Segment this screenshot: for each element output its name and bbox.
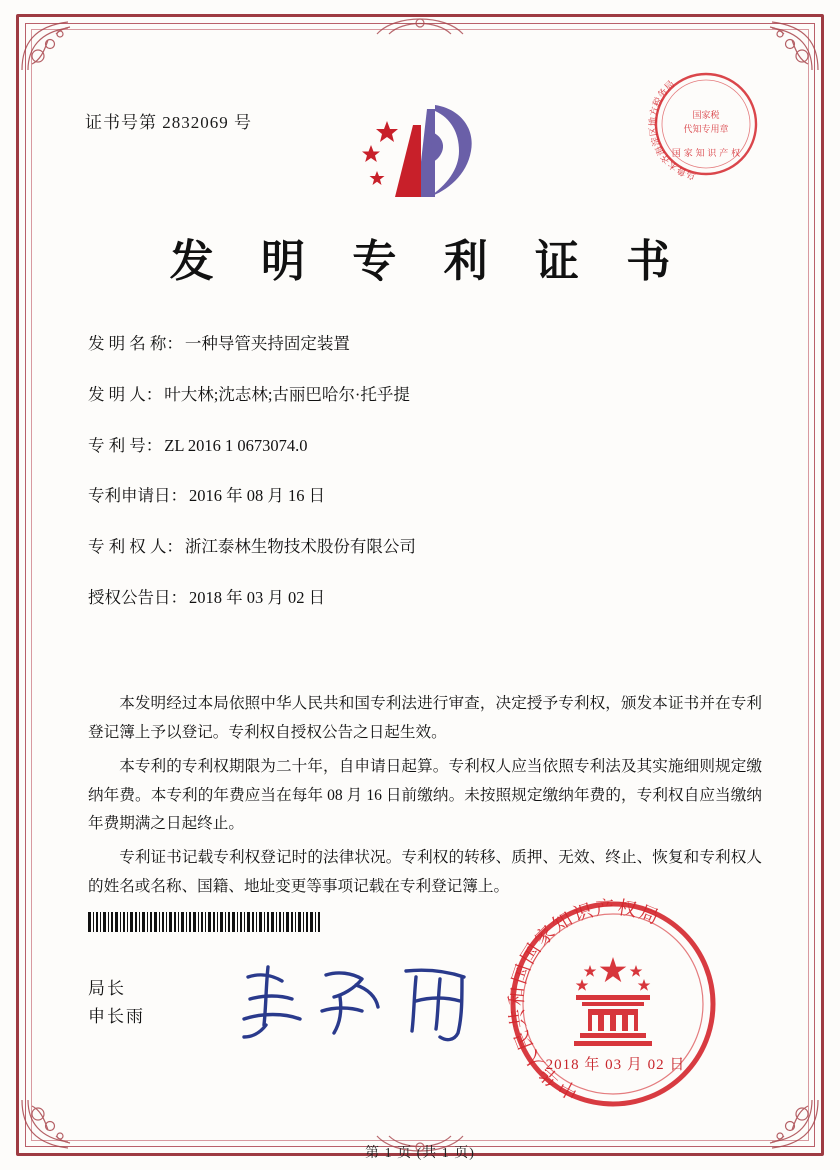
certificate-content [60,50,780,1120]
field-label: 发 明 名 称： [88,334,183,353]
director-block [88,975,145,1031]
field-row [88,586,770,611]
svg-text:代知专用章: 代知专用章 [683,125,729,135]
field-label: 专 利 权 人： [88,537,183,556]
field-row [88,535,770,560]
director-label: 局长 [88,979,126,998]
svg-text:国家税: 国家税 [692,111,720,121]
field-row [88,434,770,459]
field-value: 浙江泰林生物技术股份有限公司 [184,537,416,556]
field-label: 发 明 人： [88,384,163,404]
page-footer: 第 1 页 (共 1 页) [365,1146,475,1161]
body-paragraph: 本专利的专利权期限为二十年，自申请日起算。专利权人应当依照专利法及其实施细则规定缴纳年费。本专利的年费应当在每年 08 月 16 日前缴纳。未按照规定缴纳年费的，专利权自应当缴纳年费期满之日起终止。 [88,757,762,833]
body-paragraph: 专利证书记载专利权登记时的法律状况。专利权的转移、质押、无效、终止、恢复和专利权人的姓名或名称、国籍、地址变更等事项记载在专利登记簿上。 [88,849,762,896]
edge-ornament-icon [375,12,465,38]
director-name: 申长雨 [88,1007,145,1027]
field-value: 叶大林;沈志林;古丽巴哈尔·托乎提 [164,384,410,404]
field-label: 专 利 号： [88,435,163,455]
field-value: 2018 年 03 月 02 日 [189,587,326,607]
svg-text:中华人民共和国国家知识产权局: 中华人民共和国国家知识产权局 [505,896,664,1104]
fields-block [88,332,770,637]
field-value: 2016 年 08 月 16 日 [189,486,326,506]
page-title: 发 明 专 利 证 书 [169,236,687,287]
cnipa-logo-icon [343,95,483,215]
field-label: 授权公告日： [88,587,187,607]
field-row [88,383,770,408]
certificate-number: 证书号第 2832069 号 [85,113,252,132]
body-text [88,690,762,907]
svg-text:乌鲁木齐海淀区地方税务局: 乌鲁木齐海淀区地方税务局 [647,78,698,182]
handwritten-signature [230,955,490,1045]
barcode-icon [88,912,320,932]
field-value: ZL 2016 1 0673074.0 [164,435,308,455]
seal-date: 2018 年 03 月 02 日 [545,1057,686,1073]
svg-text:国 家 知 识 产 权: 国 家 知 识 产 权 [671,149,741,159]
field-row [88,484,770,509]
official-seal-large [504,895,722,1113]
field-row [88,332,770,357]
field-label: 专利申请日： [88,486,187,506]
body-paragraph: 本发明经过本局依照中华人民共和国专利法进行审查，决定授予专利权，颁发本证书并在专利登记簿上予以登记。专利权自授权公告之日起生效。 [88,695,762,741]
field-value: 一种导管夹持固定装置 [184,334,350,353]
agency-seal-small [642,60,770,188]
